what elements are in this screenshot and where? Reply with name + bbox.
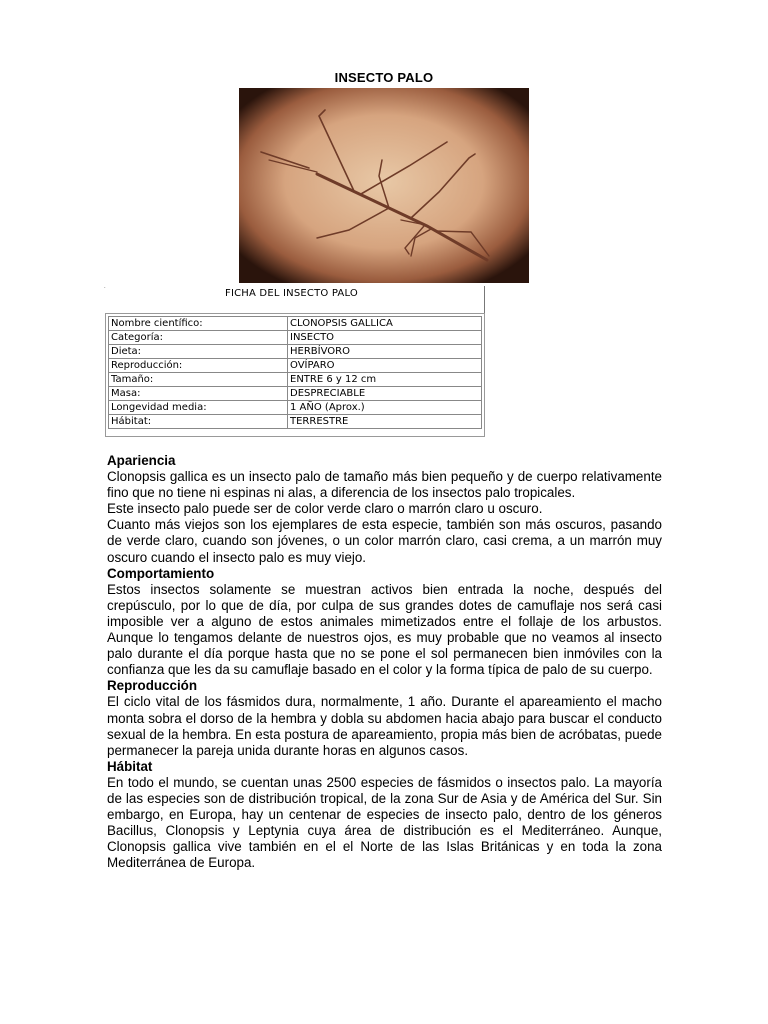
fact-label: Tamaño: — [109, 373, 288, 387]
fact-value: HERBÍVORO — [288, 345, 482, 359]
fact-label: Hábitat: — [109, 415, 288, 429]
fact-label: Reproducción: — [109, 359, 288, 373]
article-section — [107, 678, 662, 758]
fact-sheet-row — [109, 317, 482, 331]
section-heading: Apariencia — [107, 453, 176, 468]
fact-label: Longevidad media: — [109, 401, 288, 415]
fact-sheet-row — [109, 387, 482, 401]
fact-sheet-table — [105, 313, 485, 437]
fact-label: Categoría: — [109, 331, 288, 345]
fact-label: Masa: — [109, 387, 288, 401]
section-paragraph: Estos insectos solamente se muestran activos bien entrada la noche, después del crepúsculo, por lo que de día, por culpa de sus grandes dotes de camuflaje nos será casi imposible ver a alguno de estos animales mimetizados entre el follaje de los arbustos. Aunque lo tengamos delante de nuestros ojos, es muy probable que no veamos al insecto palo durante el día porque hasta que no se pone el sol permanecen bien inmóviles con la confianza que les da su camuflaje basado en el color y la forma típica de palo de su cuerpo. — [107, 581, 662, 678]
fact-value: TERRESTRE — [288, 415, 482, 429]
fact-sheet-row — [109, 359, 482, 373]
section-heading: Comportamiento — [107, 565, 215, 581]
fact-value: 1 AÑO (Aprox.) — [288, 401, 482, 415]
section-paragraph: En todo el mundo, se cuentan unas 2500 especies de fásmidos o insectos palo. La mayoría de las especies son de distribución tropical, de la zona Sur de Asia y de América del Sur. Sin embargo, en Europa, hay un centenar de especies de insecto palo, dentro de los géneros Bacillus, Clonopsis y Leptynia cuya área de distribución es el Mediterráneo. Aunque, Clonopsis gallica vive también en el el Norte de las Islas Británicas y en toda la zona Mediterránea de Europa. — [107, 774, 662, 871]
section-paragraph: El ciclo vital de los fásmidos dura, normalmente, 1 año. Durante el apareamiento el macho monta sobra el dorso de la hembra y dobla su abdomen hacia abajo para buscar el conducto sexual de la hembra. En esta postura de apareamiento, propia más bien de acróbatas, puede permanecer la pareja unida durante horas en algunos casos. — [107, 694, 662, 758]
fact-value: OVÍPARO — [288, 359, 482, 373]
stray-mark: . — [104, 284, 106, 290]
fact-value: INSECTO — [288, 331, 482, 345]
fact-sheet-row — [109, 373, 482, 387]
fact-sheet-caption: FICHA DEL INSECTO PALO — [225, 288, 358, 299]
fact-value: ENTRE 6 y 12 cm — [288, 373, 482, 387]
article-section — [107, 566, 662, 679]
section-paragraph: Este insecto palo puede ser de color verde claro o marrón claro u oscuro. — [107, 501, 543, 517]
document-title: INSECTO PALO — [334, 70, 434, 85]
stick-insect-illustration — [239, 88, 529, 283]
section-paragraph: Clonopsis gallica es un insecto palo de tamaño más bien pequeño y de cuerpo relativamente fino que no tiene ni espinas ni alas, a diferencia de los insectos palo tropicales. — [107, 469, 662, 501]
section-paragraph: Cuanto más viejos son los ejemplares de esta especie, también son más oscuros, pasando de verde claro, cuando son jóvenes, o un color marrón claro, casi crema, a un marrón muy oscuro cuando el insecto palo es muy viejo. — [107, 517, 662, 565]
fact-sheet-row — [109, 345, 482, 359]
section-heading: Reproducción — [107, 678, 198, 694]
fact-value: DESPRECIABLE — [288, 387, 482, 401]
article-section — [107, 759, 662, 872]
stick-insect-photo — [239, 88, 529, 283]
fact-sheet-rows — [109, 317, 482, 429]
fact-sheet-row — [109, 331, 482, 345]
fact-sheet-row — [109, 401, 482, 415]
fact-label: Nombre científico: — [109, 317, 288, 331]
section-heading: Hábitat — [107, 758, 153, 774]
article-body — [107, 453, 662, 871]
fact-value: CLONOPSIS GALLICA — [288, 317, 482, 331]
fact-sheet-grid — [108, 316, 482, 429]
fact-label: Dieta: — [109, 345, 288, 359]
divider — [484, 286, 485, 314]
article-section — [107, 453, 662, 566]
fact-sheet-row — [109, 415, 482, 429]
